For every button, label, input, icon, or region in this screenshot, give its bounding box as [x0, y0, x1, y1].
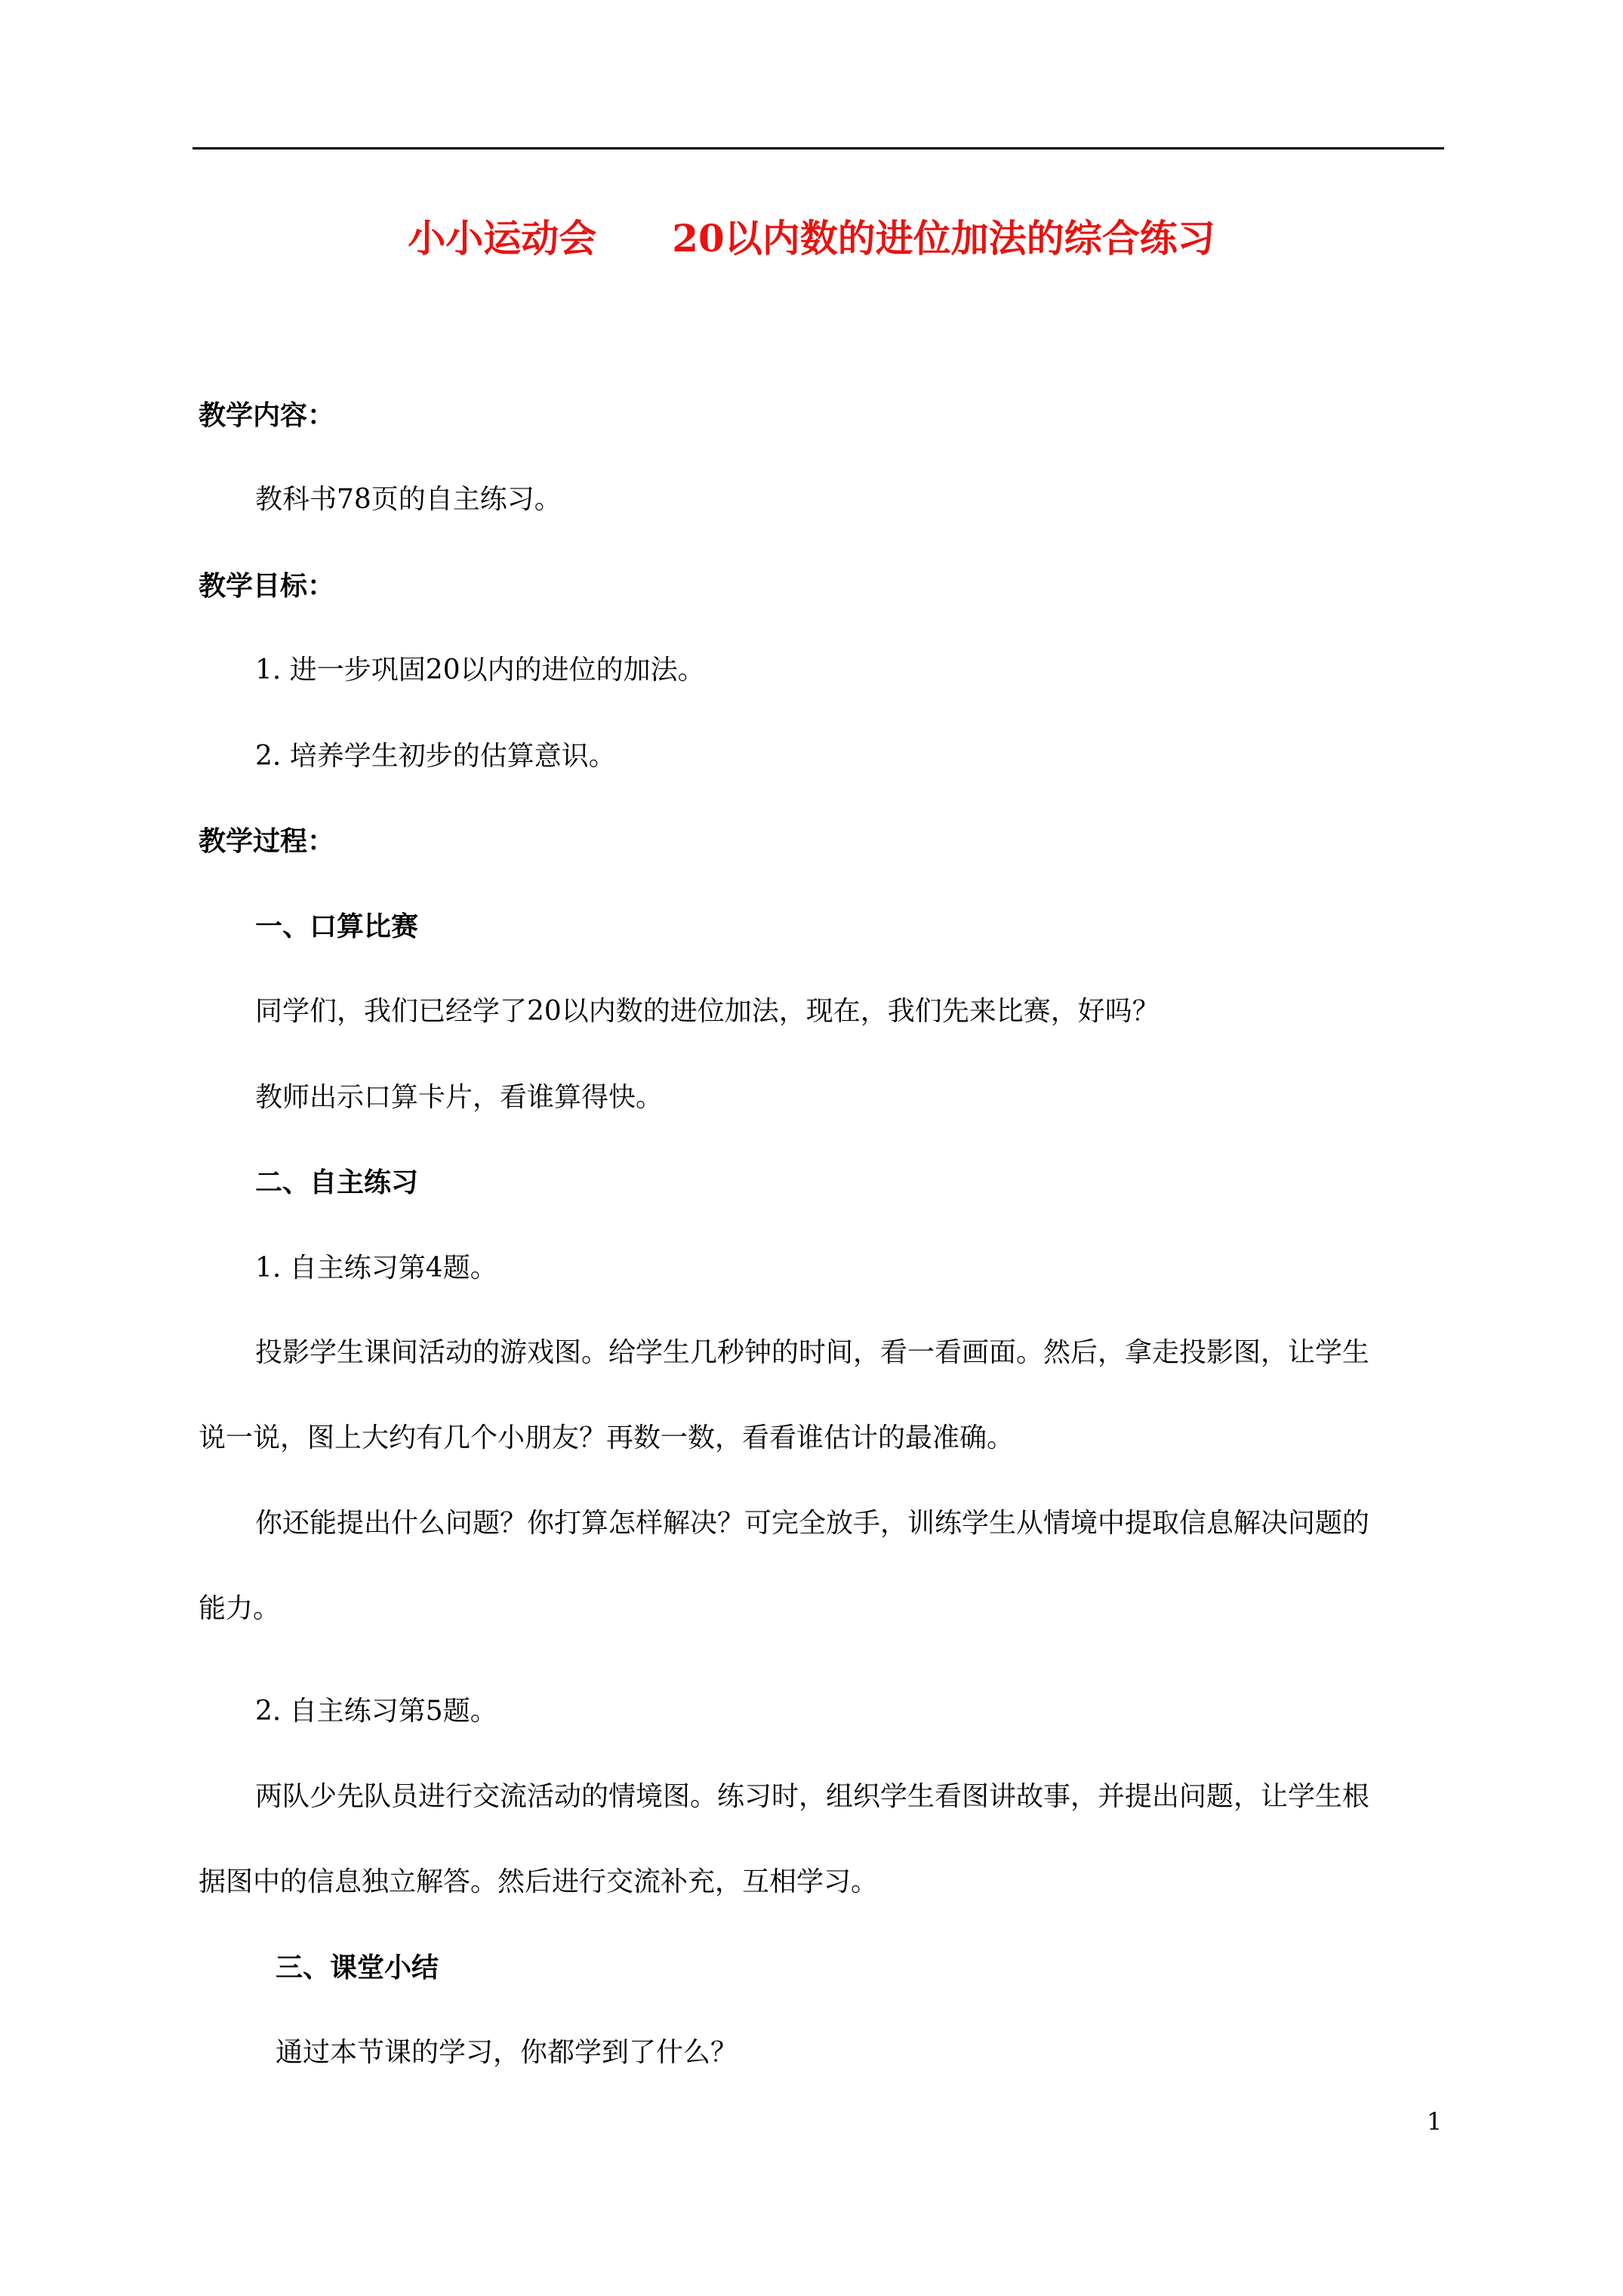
exercise-item-2: 2. 自主练习第5题。	[255, 1696, 497, 1727]
teaching-content-heading: 教学内容：	[199, 399, 335, 431]
goal-item-1: 1. 进一步巩固20以内的进位的加法。	[255, 655, 705, 686]
teaching-goals-heading: 教学目标：	[199, 570, 335, 602]
paragraph: 教师出示口算卡片，看谁算得快。	[255, 1082, 664, 1113]
title-part-1: 小小运动会	[408, 216, 597, 260]
paragraph-line: 你还能提出什么问题？你打算怎样解决？可完全放手，训练学生从情境中提取信息解决问题的	[255, 1508, 1370, 1539]
paragraph-line: 两队少先队员进行交流活动的情境图。练习时，组织学生看图讲故事，并提出问题，让学生根	[255, 1781, 1370, 1812]
paragraph-line: 能力。	[199, 1593, 281, 1624]
title-part-2: 20以内数的进位加法的综合练习	[672, 216, 1215, 260]
section-heading-oral-calc: 一、口算比赛	[255, 911, 419, 942]
teaching-process-heading: 教学过程：	[199, 825, 335, 857]
document-title	[0, 216, 1623, 261]
header-rule	[192, 147, 1444, 149]
paragraph-line: 据图中的信息独立解答。然后进行交流补充，互相学习。	[199, 1866, 879, 1897]
paragraph: 通过本节课的学习，你都学到了什么？	[276, 2037, 738, 2068]
paragraph-line: 说一说，图上大约有几个小朋友？再数一数，看看谁估计的最准确。	[199, 1422, 1015, 1453]
teaching-content-text: 教科书78页的自主练习。	[255, 484, 562, 515]
section-heading-summary: 三、课堂小结	[276, 1952, 439, 1983]
page-number: 1	[1427, 2107, 1443, 2136]
section-heading-self-practice: 二、自主练习	[255, 1166, 419, 1198]
paragraph: 同学们，我们已经学了20以内数的进位加法，现在，我们先来比赛，好吗？	[255, 996, 1160, 1027]
goal-item-2: 2. 培养学生初步的估算意识。	[255, 741, 616, 772]
exercise-item-1: 1. 自主练习第4题。	[255, 1253, 497, 1284]
paragraph-line: 投影学生课间活动的游戏图。给学生几秒钟的时间，看一看画面。然后，拿走投影图，让学生	[255, 1337, 1370, 1368]
